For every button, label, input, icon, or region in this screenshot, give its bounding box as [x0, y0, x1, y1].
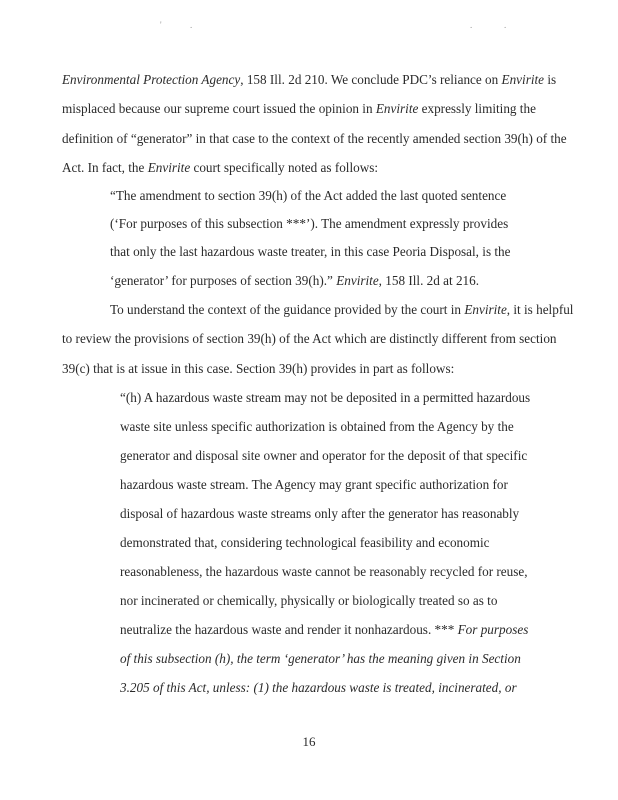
text-run: expressly limiting the	[418, 101, 536, 116]
text-line	[62, 131, 567, 147]
text-run: demonstrated that, considering technological feasibility and economic	[120, 535, 490, 550]
block-quote-line	[120, 564, 528, 580]
block-quote-line	[110, 244, 510, 260]
block-quote-line	[120, 622, 528, 638]
block-quote-line	[120, 506, 519, 522]
italic-text-run: Envirite	[501, 72, 545, 87]
text-run: ‘generator’ for purposes of section 39(h).”	[110, 273, 337, 288]
block-quote-line	[120, 680, 517, 696]
text-line	[62, 101, 536, 117]
text-line	[62, 331, 557, 347]
italic-text-run: of this subsection (h), the term ‘generator’ has the meaning given in Section	[120, 651, 521, 666]
scan-artifact: .	[190, 20, 193, 30]
text-run: is	[544, 72, 557, 87]
scan-artifact: .	[504, 20, 507, 30]
block-quote-line	[110, 273, 479, 289]
text-run: (‘For purposes of this subsection ***’). The amendment expressly provides	[110, 216, 509, 231]
text-run: , 158 Ill. 2d 210. We conclude PDC’s reliance on	[240, 72, 502, 87]
text-run: generator and disposal site owner and operator for the deposit of that specific	[120, 448, 528, 463]
text-run: that only the last hazardous waste treater, in this case Peoria Disposal, is the	[110, 244, 511, 259]
italic-text-run: Envirite	[464, 302, 507, 317]
text-run: “(h) A hazardous waste stream may not be deposited in a permitted hazardous	[120, 390, 531, 405]
block-quote-line	[120, 448, 527, 464]
text-run: nor incinerated or chemically, physically or biologically treated so as to	[120, 593, 498, 608]
scan-artifact: '	[160, 20, 162, 30]
italic-text-run: Environmental Protection Agency	[62, 72, 241, 87]
italic-text-run: For purposes	[457, 622, 529, 637]
text-run: to review the provisions of section 39(h) of the Act which are distinctly different from section	[62, 331, 557, 346]
text-line	[62, 160, 378, 176]
text-run: reasonableness, the hazardous waste cannot be reasonably recycled for reuse,	[120, 564, 528, 579]
italic-text-run: Envirite	[375, 101, 419, 116]
block-quote-line	[120, 477, 508, 493]
italic-text-run: Envirite	[336, 273, 379, 288]
text-run: To understand the context of the guidance provided by the court in	[110, 302, 465, 317]
page-number: 16	[302, 734, 316, 749]
text-line	[62, 361, 454, 377]
text-run: 39(c) that is at issue in this case. Section 39(h) provides in part as follows:	[62, 361, 455, 376]
block-quote-line	[120, 390, 530, 406]
text-run: neutralize the hazardous waste and render it nonhazardous. ***	[120, 622, 458, 637]
scan-artifact: .	[470, 20, 473, 30]
text-run: “The amendment to section 39(h) of the Act added the last quoted sentence	[110, 188, 507, 203]
text-run: , 158 Ill. 2d at 216.	[378, 273, 480, 288]
paragraph-first-line	[110, 302, 573, 318]
text-run: Act. In fact, the	[62, 160, 148, 175]
text-run: hazardous waste stream. The Agency may grant specific authorization for	[120, 477, 508, 492]
text-run: waste site unless specific authorization is obtained from the Agency by the	[120, 419, 514, 434]
italic-text-run: 3.205 of this Act, unless: (1) the hazardous waste is treated, incinerated, or	[120, 680, 517, 695]
block-quote-line	[120, 535, 490, 551]
block-quote-line	[110, 216, 508, 232]
block-quote-line	[110, 188, 506, 204]
text-run: court specifically noted as follows:	[190, 160, 379, 175]
block-quote-line	[120, 593, 497, 609]
block-quote-line	[120, 419, 514, 435]
text-run: disposal of hazardous waste streams only after the generator has reasonably	[120, 506, 520, 521]
text-run: misplaced because our supreme court issued the opinion in	[62, 101, 376, 116]
text-run: definition of “generator” in that case to the context of the recently amended section 39(h) of the	[62, 131, 567, 146]
italic-text-run: Envirite	[147, 160, 191, 175]
text-line	[62, 72, 556, 88]
block-quote-line	[120, 651, 521, 667]
text-run: , it is helpful	[506, 302, 574, 317]
